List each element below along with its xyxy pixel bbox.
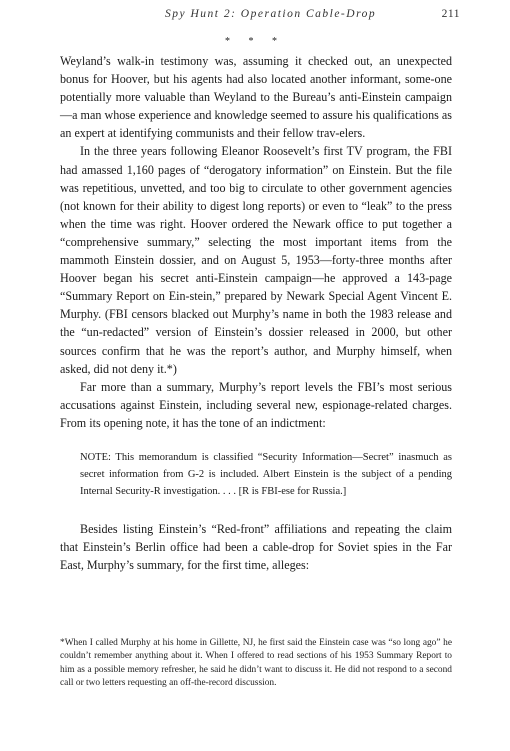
footnote: *When I called Murphy at his home in Gillette, NJ, he first said the Einstein case was “so long ago” he couldn’t remember anything about it. When I offered to read sections of his 1953 Summary Report to him as a possible memory refresher, he said he didn’t want to discuss it. He did not respond to a second call or two letters requesting an off-the-record discussion. (60, 638, 452, 689)
paragraph-3: Far more than a summary, Murphy’s report levels the FBI’s most serious accusations against Einstein, including several new, espionage-related charges. From its opening note, it has the tone of an indictment: (60, 379, 452, 430)
block-quote (80, 449, 452, 500)
block-quote-text: NOTE: This memorandum is classified “Security Information—Secret” inasmuch as secret information from G-2 is included. Albert Einstein is the subject of a pending Internal Security-R investigation. . . . [R is FBI-ese for Russia.] (80, 451, 452, 497)
paragraph-2: In the three years following Eleanor Roosevelt’s first TV program, the FBI had amassed 1,160 pages of “derogatory information” on Einstein. But the file was repetitious, unvetted, and too big to circulate to other government agencies (not known for their ability to digest long reports) or even to “leak” to the press when the time was right. Hoover ordered the Newark office to put together a “comprehensive summary,” selecting the most important items from the mammoth Einstein dossier, and on August 5, 1953—forty-three months after Hoover began his secret anti-Einstein campaign—he approved a 143-page “Summary Report on Ein-stein,” prepared by Newark Special Agent Vincent E. Murphy. (FBI censors blacked out Murphy’s name in both the 1983 release and the “un-redacted” version of Einstein’s dossier released in 2000, but other sources confirm that he was the report’s author, and Murphy himself, when asked, did not deny it.*) (60, 144, 452, 376)
running-head (60, 8, 460, 24)
paragraph-1: Weyland’s walk-in testimony was, assuming it checked out, an unexpected bonus for Hoover, but his agents had also located another informant, some-one potentially more valuable than Weyland to the Bureau’s anti-Einstein campaign—a man whose experience and knowledge seemed to assure his qualifications as an expert at identifying communists and their fellow trav-elers. (60, 54, 452, 141)
page-number: 211 (441, 8, 460, 20)
body-text (60, 52, 452, 574)
running-title: Spy Hunt 2: Operation Cable-Drop (165, 8, 377, 20)
paragraph-4: Besides listing Einstein’s “Red-front” affiliations and repeating the claim that Einstein’s Berlin office had been a cable-drop for Soviet spies in the Far East, Murphy’s summary, for the first time, alleges: (60, 521, 452, 573)
section-break-ornament: * * * (225, 36, 285, 47)
